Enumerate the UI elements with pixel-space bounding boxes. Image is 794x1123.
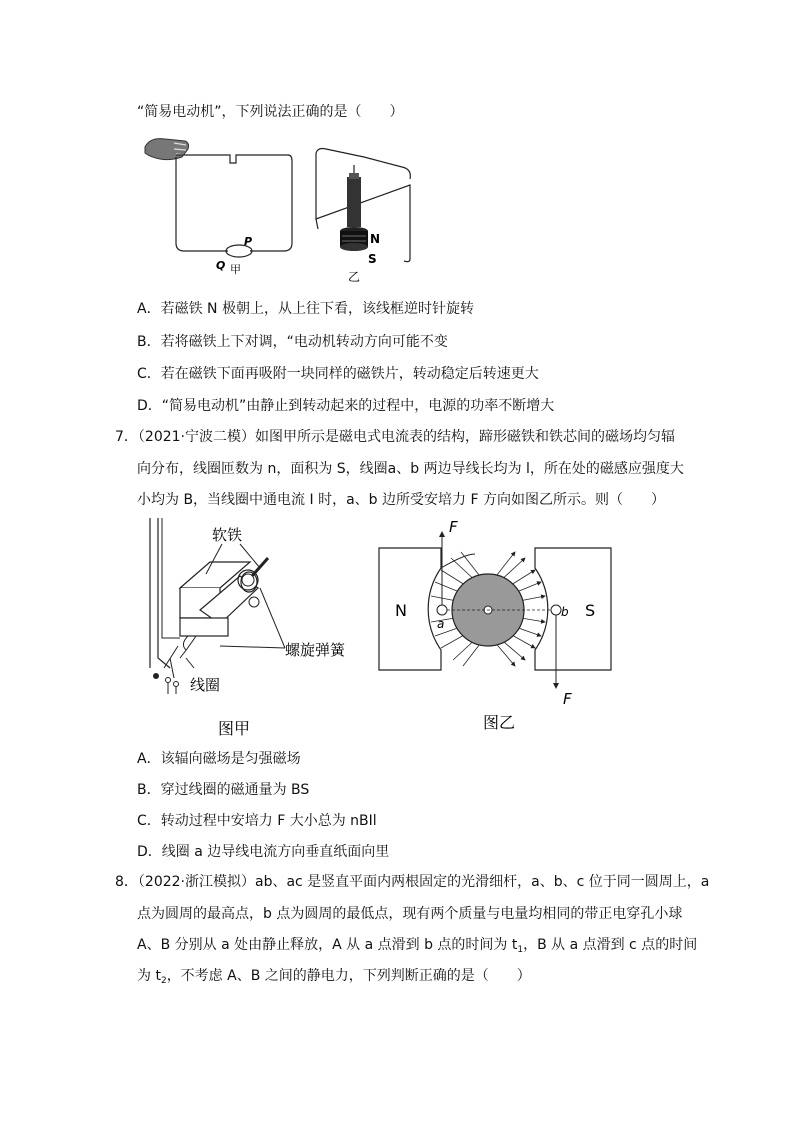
q6-stem: “简易电动机”，下列说法正确的是（ ） bbox=[137, 104, 404, 120]
caption-jia: 图甲 bbox=[218, 719, 251, 738]
q7-stem-line2: 向分布，线圈匝数为 n，面积为 S，线圈a、b 两边导线长均为 l，所在处的磁感应强度大 bbox=[137, 461, 684, 477]
q8-stem-line2: 点为圆周的最高点，b 点为圆周的最低点，现有两个质量与电量均相同的带正电穿孔小球 bbox=[137, 906, 683, 922]
q8-stem-line3: A、B 分别从 a 处由静止释放，A 从 a 点滑到 b 点的时间为 $t_1$，B 从 a 点滑到 c 点的时间 bbox=[137, 937, 698, 955]
q6-option-a: A．若磁铁 N 极朝上，从上往下看，该线框逆时针旋转 bbox=[137, 301, 474, 317]
label-Q: Q bbox=[216, 259, 226, 272]
label-S-magnet: S bbox=[368, 252, 377, 266]
label-F-top: F bbox=[449, 518, 458, 536]
q7-stem-line3: 小均为 B，当线圈中通电流 I 时，a、b 边所受安培力 F 方向如图乙所示。则（ ） bbox=[137, 492, 665, 508]
label-soft-iron: 软铁 bbox=[212, 526, 243, 544]
label-S-pole: S bbox=[585, 601, 596, 620]
q6-figure bbox=[140, 135, 430, 285]
q6-option-b: B．若将磁铁上下对调，“电动机转动方向可能不变 bbox=[137, 334, 448, 350]
q7-option-b: B．穿过线圈的磁通量为 BS bbox=[137, 782, 310, 798]
q8-stem-line1: 8．（2022·浙江模拟）ab、ac 是竖直平面内两根固定的光滑细杆，a、b、c 位于同一圆周上，a bbox=[115, 874, 710, 890]
q6-option-d: D．“简易电动机”由静止到转动起来的过程中，电源的功率不断增大 bbox=[137, 398, 555, 414]
label-b: b bbox=[561, 605, 569, 619]
q7-stem-line1: 7．（2021·宁波二模）如图甲所示是磁电式电流表的结构，蹄形磁铁和铁芯间的磁场均匀辐 bbox=[115, 429, 675, 445]
label-jia: 甲 bbox=[230, 263, 241, 276]
label-N-magnet: N bbox=[370, 232, 381, 246]
q7-figure-jia bbox=[140, 518, 370, 738]
label-N-pole: N bbox=[395, 601, 407, 620]
label-coil: 线圈 bbox=[190, 676, 221, 694]
label-spiral-spring: 螺旋弹簧 bbox=[285, 641, 346, 659]
q7-option-d: D．线圈 a 边导线电流方向垂直纸面向里 bbox=[137, 844, 390, 860]
q8-stem-line4: 为 $t_2$，不考虑 A、B 之间的静电力，下列判断正确的是（ ） bbox=[137, 968, 531, 986]
label-a: a bbox=[437, 617, 445, 631]
q6-option-c: C．若在磁铁下面再吸附一块同样的磁铁片，转动稳定后转速更大 bbox=[137, 366, 539, 382]
label-F-bottom: F bbox=[563, 690, 572, 708]
q7-figure-yi bbox=[375, 518, 615, 738]
q7-option-a: A．该辐向磁场是匀强磁场 bbox=[137, 751, 301, 767]
caption-yi: 图乙 bbox=[483, 713, 516, 732]
label-yi: 乙 bbox=[348, 270, 361, 284]
q7-option-c: C．转动过程中安培力 F 大小总为 nBIl bbox=[137, 813, 377, 829]
label-P: P bbox=[244, 235, 253, 248]
